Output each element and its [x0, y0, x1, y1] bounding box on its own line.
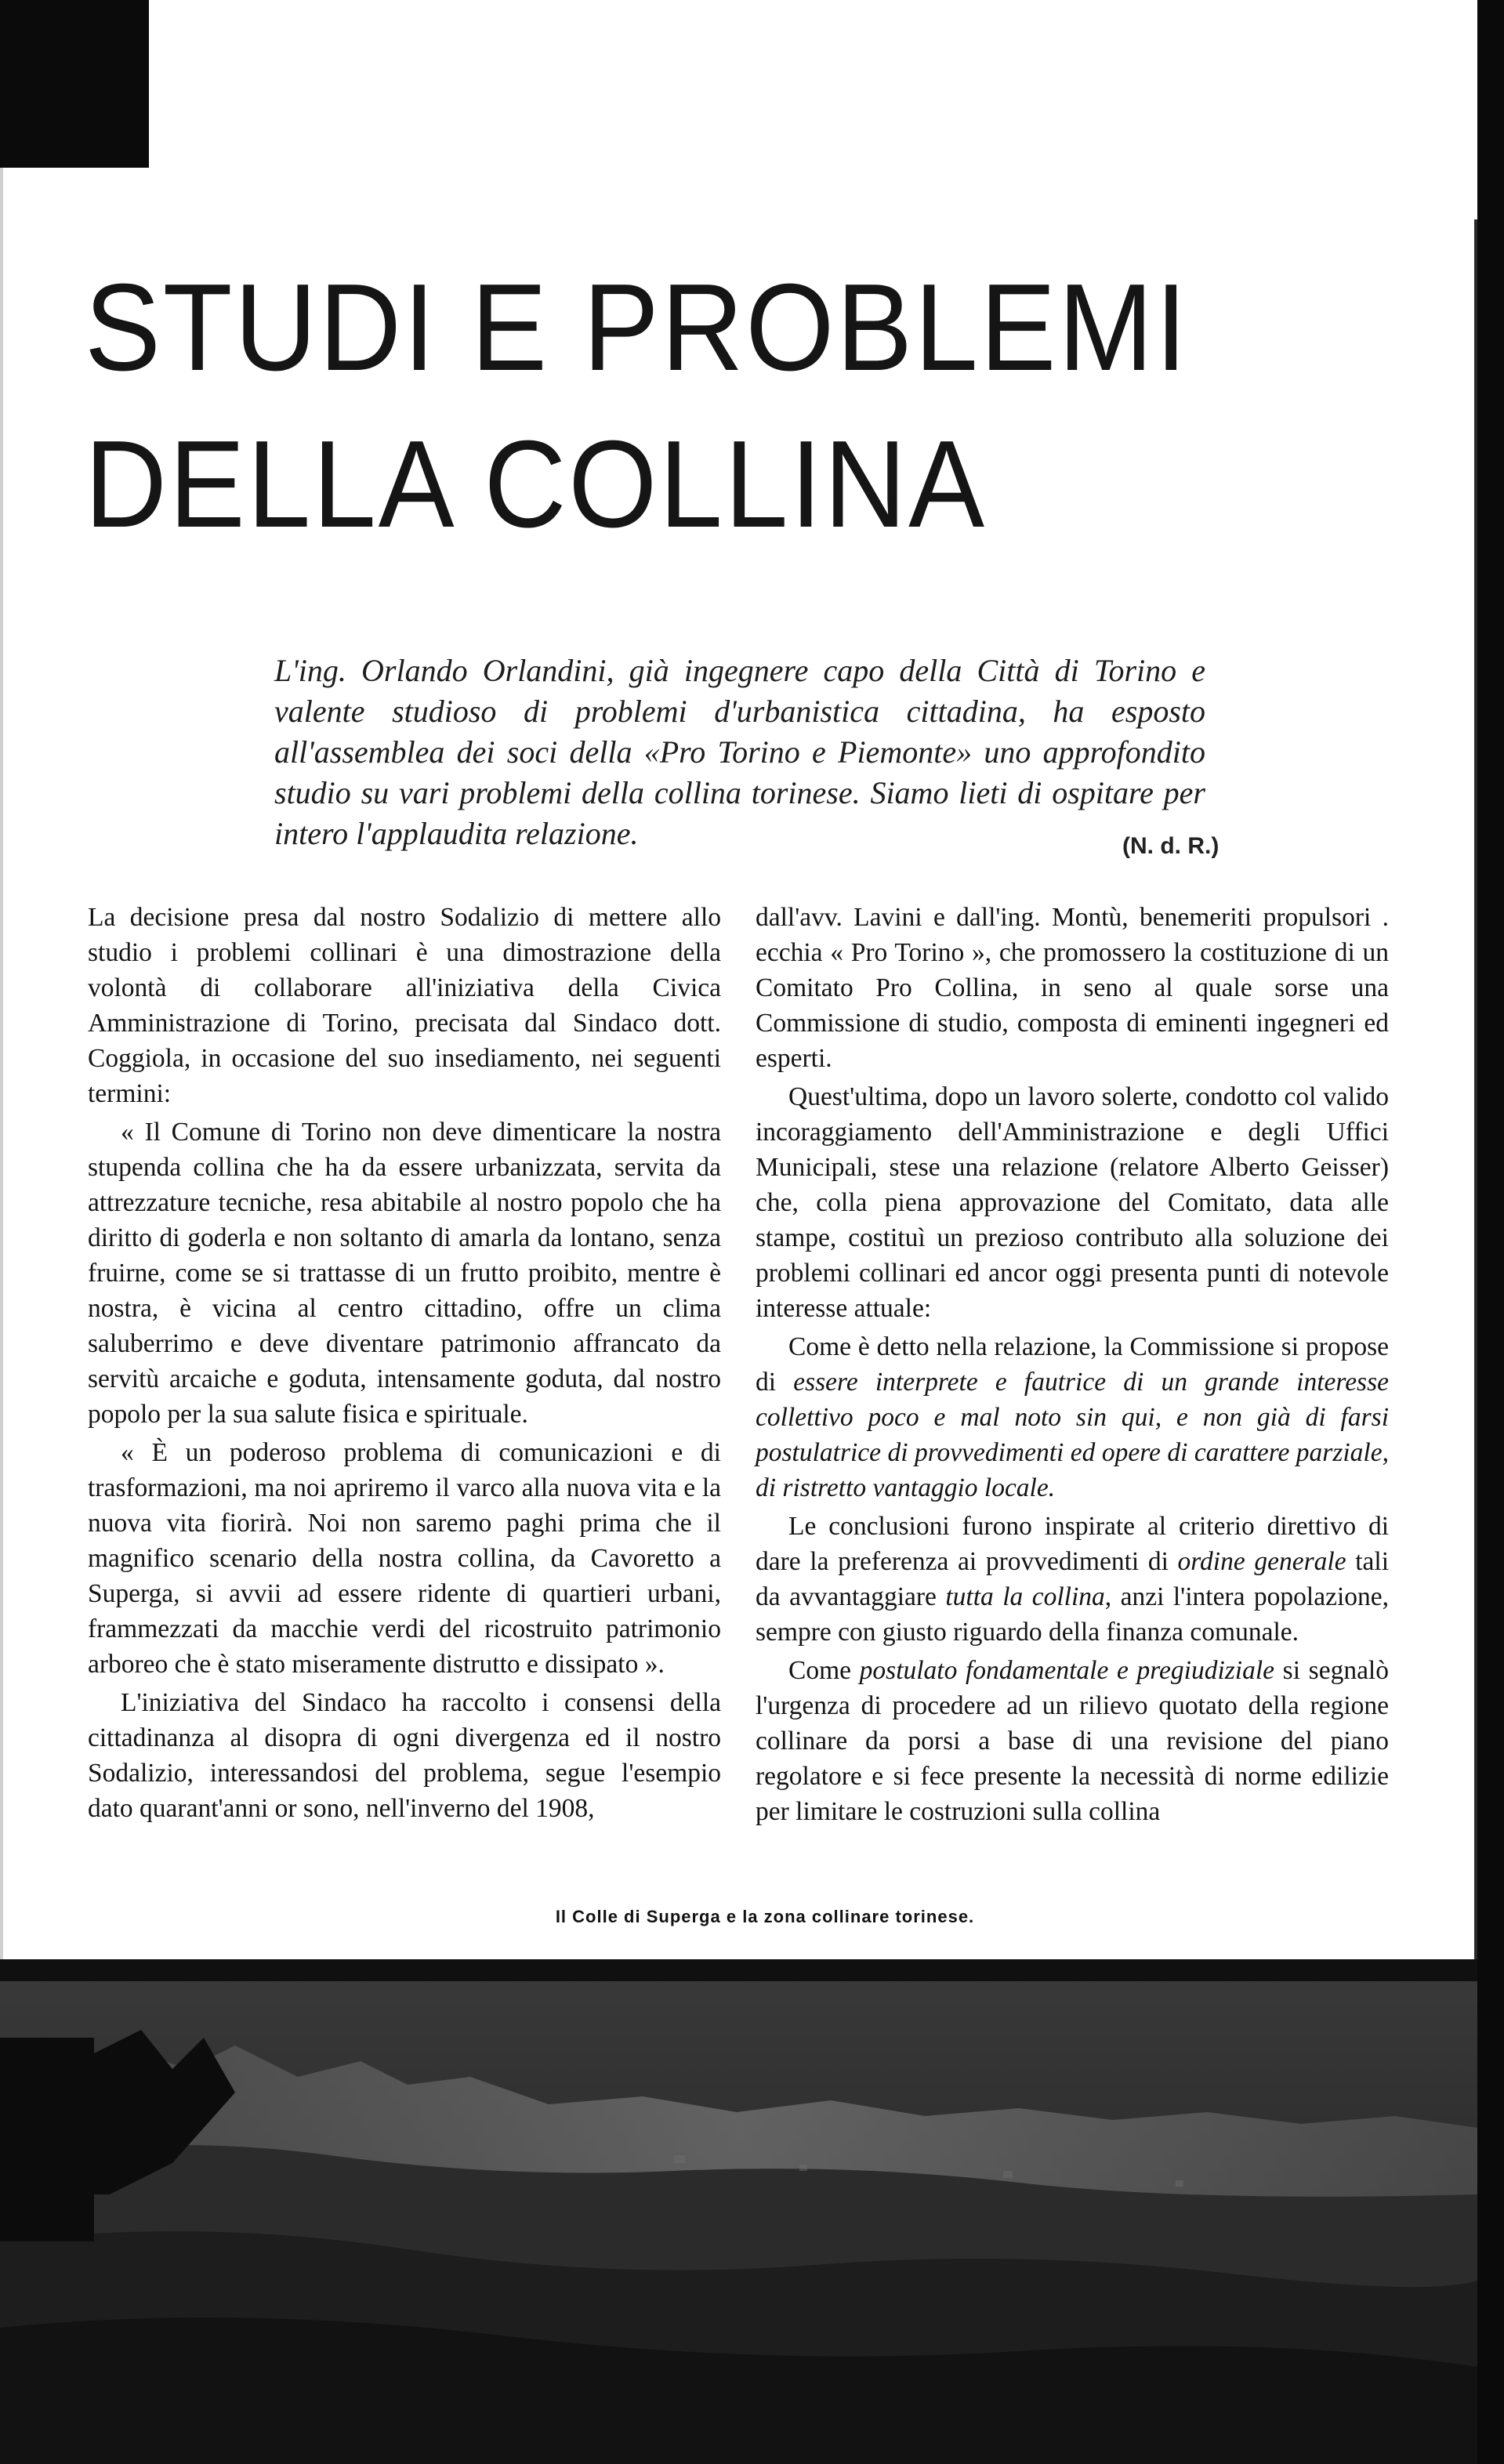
editorial-intro: L'ing. Orlando Orlandini, già ingegnere capo della Città di Torino e valente studioso di problemi d'urbanistica cittadina, ha esposto all'assemblea dei soci della «Pro Torino e Piemonte» uno approfondito studio su vari problemi della collina torinese. Siamo lieti di ospitare per intero l'applaudita relazione.: [274, 653, 1205, 851]
title-line-2: DELLA COLLINA: [85, 415, 987, 553]
superga-hill-photo: [0, 1959, 1477, 2464]
right-paragraph-5-text-a: Come: [788, 1656, 860, 1685]
right-paragraph-3-italic: essere interprete e fautrice di un grande interesse collettivo poco e mal noto sin qui, e non già di farsi postulatrice di provvedimenti ed opere di carattere parziale, di ristretto vantaggio locale.: [756, 1368, 1389, 1502]
photo-caption: Il Colle di Superga e la zona collinare torinese.: [555, 1907, 975, 1926]
right-paragraph-4-italic-a: ordine generale: [1177, 1547, 1346, 1576]
title-line-1: STUDI E PROBLEMI: [85, 259, 1190, 397]
right-paragraph-2: Quest'ultima, dopo un lavoro solerte, condotto col valido incoraggiamento dell'Amministrazione e degli Uffici Municipali, stese una relazione (relatore Alberto Geisser) che, colla piena approvazione del Comitato, data alle stampe, costituì un prezioso contributo alla soluzione dei problemi collinari ed ancor oggi presenta punti di notevole interesse attuale:: [756, 1082, 1389, 1323]
hillside-landscape-image: [0, 1959, 1477, 2464]
right-paragraph-4: [756, 1509, 1389, 1650]
right-paragraph-4-text-a: Le conclusioni furono inspirate al criterio direttivo di dare la preferenza ai provvedimenti di: [756, 1512, 1389, 1576]
scan-margin-left: [0, 168, 3, 2049]
right-paragraph-3-text: Come è detto nella relazione, la Commissione si propose di: [756, 1332, 1389, 1397]
right-column: [756, 900, 1389, 1832]
right-paragraph-5-text-b: si segnalò l'urgenza di procedere ad un rilievo quotato della regione collinare da porsi a base di una revisione del piano regolatore e si fece presente la necessità di norme edilizie per limitare le costruzioni sulla collina: [756, 1656, 1389, 1826]
article-title: [85, 249, 1310, 563]
left-column: [88, 900, 721, 1829]
right-paragraph-5-italic: postulato fondamentale e pregiudiziale: [859, 1656, 1275, 1685]
right-paragraph-1: dall'avv. Lavini e dall'ing. Montù, benemeriti propulsori . ecchia « Pro Torino », che promossero la costituzione di un Comitato Pro Collina, in seno al quale sorse una Commissione di studio, composta di eminenti ingegneri ed esperti.: [756, 903, 1389, 1073]
left-paragraph-2: « Il Comune di Torino non deve dimenticare la nostra stupenda collina che ha da essere urbanizzata, servita da attrezzature tecniche, resa abitabile al nostro popolo che ha diritto di goderla e non soltanto di amarla da lontano, senza fruirne, come se si trattasse di un frutto proibito, mentre è nostra, è vicina al centro cittadino, offre un clima saluberrimo e deve diventare patrimonio affrancato da servitù arcaiche e goduta, intensamente goduta, dal nostro popolo per la sua salute fisica e spirituale.: [88, 1118, 721, 1429]
right-paragraph-5: [756, 1653, 1389, 1829]
right-paragraph-4-italic-b: tutta la collina: [945, 1582, 1105, 1611]
right-paragraph-4-text-c: , anzi l'intera popolazione, sempre con giusto riguardo della finanza comunale.: [756, 1582, 1389, 1647]
right-paragraph-4-text-b: tali da avvantaggiare: [756, 1547, 1389, 1611]
scan-margin-top-left: [0, 0, 149, 168]
right-paragraph-3: [756, 1329, 1389, 1506]
left-paragraph-4: L'iniziativa del Sindaco ha raccolto i consensi della cittadinanza al disopra di ogni divergenza ed il nostro Sodalizio, interessandosi del problema, segue l'esempio dato quarant'anni or sono, nell'inverno del 1908,: [88, 1688, 721, 1823]
scan-margin-right: [1477, 0, 1504, 2464]
left-paragraph-1: La decisione presa dal nostro Sodalizio di mettere allo studio i problemi collinari è una dimostrazione della volontà di collaborare all'iniziativa della Civica Amministrazione di Torino, precisata dal Sindaco dott. Coggiola, in occasione del suo insediamento, nei seguenti termini:: [88, 903, 721, 1108]
editorial-signature: (N. d. R.): [1122, 833, 1220, 859]
left-paragraph-3: « È un poderoso problema di comunicazioni e di trasformazioni, ma noi apriremo il varco alla nuova vita e la nuova vita fiorirà. Noi non saremo paghi prima che il magnifico scenario della nostra collina, da Cavoretto a Superga, si avvii ad essere ridente di quartieri urbani, frammezzati da macchie verdi del ricostruito patrimonio arboreo che è stato miseramente distrutto e dissipato ».: [88, 1438, 721, 1679]
